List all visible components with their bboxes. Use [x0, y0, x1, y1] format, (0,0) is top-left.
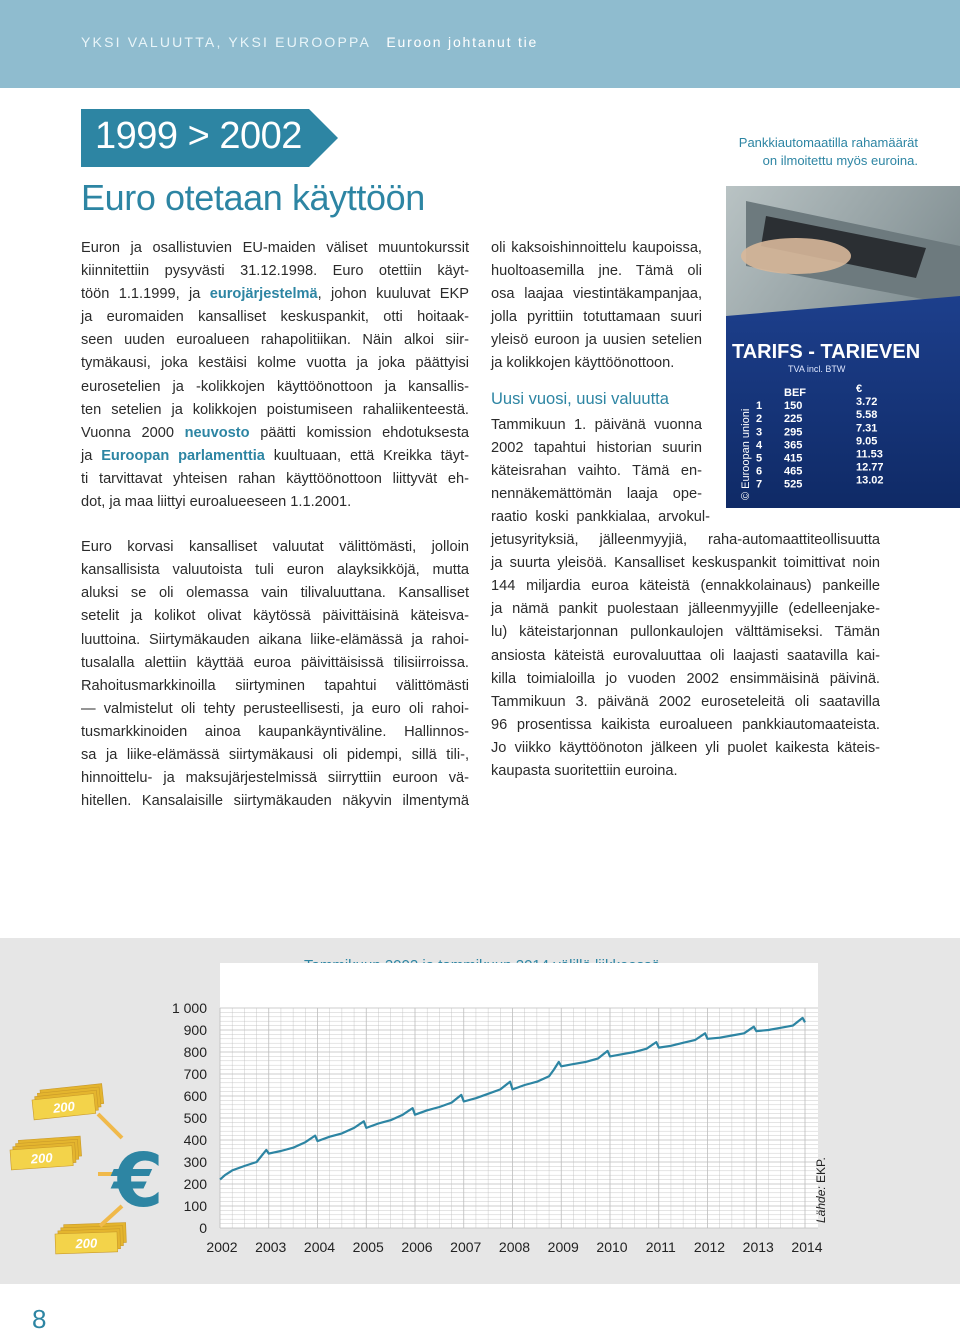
- header-band: [0, 0, 960, 88]
- banknote-illustration: [9, 1084, 163, 1254]
- text-run: , johon kuuluvat EKP: [317, 286, 469, 303]
- paragraph-1: [81, 237, 469, 514]
- text-line: huoltoasemilla jne. Tämä oli: [491, 263, 702, 280]
- screen-cell: 365: [784, 439, 803, 452]
- caption-line: Pankkiautomaatilla rahamäärät: [738, 135, 918, 150]
- y-tick-label: 100: [183, 1198, 207, 1214]
- text-line: sa ja liike-elämässä siirtymäkausi oli pidempi, sillä tili-,: [81, 746, 469, 763]
- screen-cell: 465: [784, 465, 803, 478]
- text-line: tusmarkkinoiden ainoa kaupankäyntiväline. Hallinnos-: [81, 723, 469, 740]
- text-line: jetusyrityksiä, jälleenmyyjiä, raha-automaattiteollisuutta: [491, 532, 880, 549]
- text-line: luuttoina. Siirtymäkauden aikana liike-elämässä ja rahoi-: [81, 631, 469, 648]
- text-line: 2002 tapahtui historian suurin: [491, 439, 702, 456]
- banknote-200: [9, 1136, 82, 1170]
- screen-cell: 6: [756, 465, 763, 478]
- text-line: osa laajaa viestintäkampanjaa,: [491, 286, 702, 303]
- screen-title: TARIFS - TARIEVEN: [732, 341, 921, 363]
- screen-cell: 12.77: [856, 461, 884, 474]
- text-line: raatio koski pankkialaa, arvokul-: [491, 508, 710, 525]
- screen-cell: BEF: [784, 387, 806, 399]
- text-run: ja: [81, 447, 102, 464]
- text-line: [81, 283, 469, 306]
- text-line: kaupasta suoritettiin euroina.: [491, 762, 678, 779]
- screen-cell: 11.53: [856, 448, 883, 461]
- text-line: dot, ja maa liittyi euroalueeseen 1.1.2001.: [81, 494, 352, 511]
- text-line: [81, 445, 469, 468]
- screen-cell: 5: [756, 452, 763, 465]
- section-label: YKSI VALUUTTA, YKSI EUROOPPA: [81, 34, 371, 50]
- atm-illustration: [726, 186, 960, 508]
- screen-cell: 5.58: [856, 409, 878, 422]
- page-title: Euro otetaan käyttöön: [81, 177, 425, 218]
- term-eurojarjestelma: eurojärjestelmä: [209, 286, 318, 303]
- screen-cell: €: [856, 383, 863, 395]
- screen-cell: 1: [756, 400, 763, 413]
- screen-cell: 7: [756, 478, 763, 491]
- banknote-200: [55, 1223, 127, 1254]
- subheading: Uusi vuosi, uusi valuutta: [491, 389, 669, 408]
- banknote-chart: [0, 938, 960, 1284]
- text-line: ja kolikkojen käyttöönottoon.: [491, 355, 675, 372]
- x-tick-label: 2008: [498, 1239, 531, 1255]
- x-axis-ticks: [206, 1239, 822, 1255]
- text-line: ja suurta yleisöä. Kansalliset keskuspankit toimittivat noin: [491, 555, 880, 572]
- x-tick-label: 2014: [791, 1239, 823, 1255]
- x-tick-label: 2004: [303, 1239, 336, 1255]
- y-tick-label: 0: [199, 1220, 207, 1236]
- note-label: 200: [52, 1098, 76, 1116]
- y-tick-label: 600: [183, 1088, 207, 1104]
- source-value: EKP.: [814, 1157, 828, 1183]
- text-line: ten setelien ja kolikkojen poistumiseen rahaliikenteestä.: [81, 401, 469, 418]
- text-line: käteisrahan vaihto. Tämä en-: [491, 462, 702, 479]
- text-line: killa toimialoilla jo vuoden 2002 ensimmäisinä päivinä.: [491, 670, 880, 687]
- text-run: töön 1.1.1999, ja: [81, 286, 210, 303]
- x-tick-label: 2003: [255, 1239, 287, 1255]
- photo-credit: © Euroopan unioni: [740, 408, 752, 500]
- text-line: ansiosta käteistä eurovaluuttaa oli laajasti saatavilla kai-: [491, 647, 880, 664]
- text-line: aluksi se oli olemassa vain tilivaluuttana. Kansalliset: [81, 585, 469, 602]
- y-tick-label: 700: [183, 1066, 207, 1082]
- breadcrumb: [81, 34, 538, 50]
- x-tick-label: 2006: [401, 1239, 433, 1255]
- euro-symbol-icon: €: [112, 1138, 164, 1224]
- text-line: hinnoittelu- ja maksujärjestelmissä siirryttiin euroon vä-: [81, 770, 469, 787]
- y-tick-label: 1 000: [171, 1000, 207, 1016]
- text-line: kansallisista valuutoista tuli euron alayksikköjä, mutta: [81, 562, 469, 579]
- screen-cell: 150: [784, 400, 803, 413]
- y-tick-label: 200: [183, 1176, 207, 1192]
- text-line: Euron ja osallistuvien EU-maiden väliset muuntokurssit: [81, 240, 469, 256]
- y-tick-label: 900: [183, 1022, 207, 1038]
- x-tick-label: 2007: [450, 1239, 482, 1255]
- paragraph-continued: [491, 237, 702, 376]
- subsection-label: Euroon johtanut tie: [386, 34, 539, 50]
- y-axis-ticks: [172, 1000, 207, 1236]
- x-tick-label: 2013: [742, 1239, 774, 1255]
- y-tick-label: 300: [183, 1154, 207, 1170]
- year-tab: [81, 109, 338, 167]
- text-line: eurosetelien ja -kolikkojen käyttöönottoon ja kansallis-: [81, 378, 469, 395]
- note-label: 200: [30, 1150, 54, 1167]
- year-range: 1999 > 2002: [95, 115, 302, 157]
- x-tick-label: 2010: [596, 1239, 628, 1255]
- y-tick-label: 400: [183, 1132, 207, 1148]
- x-tick-label: 2005: [352, 1239, 384, 1255]
- text-line: ja euromaiden kansalliset keskuspankit, otti hoitaak-: [81, 309, 469, 326]
- screen-cell: 2: [756, 413, 763, 426]
- x-tick-label: 2012: [693, 1239, 726, 1255]
- text-line: ja nämä pankit puolestaan jälleenmyyjille (edelleenjake-: [491, 601, 880, 618]
- text-line: — valmistelut oli tehty perusteellisesti, ja euro oli rahoi-: [81, 700, 469, 717]
- screen-cell: 225: [784, 413, 803, 426]
- arrow-icon: [98, 1114, 122, 1138]
- x-tick-label: 2002: [206, 1239, 238, 1255]
- text-line: lu) käteistarjonnan pullonkaulojen välttämiseksi. Tämän: [491, 624, 880, 641]
- term-euroopan-parlamentti: Euroopan parlamenttia: [101, 447, 265, 464]
- text-line: 144 miljardia euroa käteistä (ennakkolainaus) pankeille: [491, 578, 880, 595]
- text-line: tymäkausi, joka kestäisi kolme vuotta ja joka päättyisi: [81, 355, 469, 372]
- source-label: [814, 1157, 828, 1223]
- note-label: 200: [75, 1235, 98, 1252]
- text-line: tusalalla alettiin käyttää euroa päivittäisissä tilisiirroissa.: [81, 654, 469, 671]
- screen-cell: 4: [756, 439, 763, 452]
- page-number: 8: [32, 1304, 47, 1334]
- text-line: setelit ja kolikot olivat käytössä päivittäisinä käteisva-: [81, 608, 469, 625]
- y-tick-label: 500: [183, 1110, 207, 1126]
- text-line: ti tarvittavat yhteisen rahan käyttöönottoon liittyvät eh-: [81, 470, 469, 487]
- text-run: Vuonna 2000: [81, 424, 185, 441]
- screen-subtitle: TVA incl. BTW: [788, 364, 846, 374]
- text-line: hitellen. Kansalaisille siirtymäkauden näkyvin ilmentymä: [81, 793, 469, 810]
- y-tick-label: 800: [183, 1044, 207, 1060]
- screen-cell: 7.31: [856, 422, 878, 435]
- text-run: päätti komission ehdotuksesta: [249, 424, 469, 441]
- text-line: nennäkemättömän laaja ope-: [491, 485, 702, 502]
- column-left: [81, 237, 469, 813]
- text-line: kiinnitettiin pysyvästi 31.12.1998. Euro otettiin käyt-: [81, 263, 469, 280]
- banknote-200: [31, 1084, 105, 1120]
- screen-cell: 525: [784, 478, 803, 491]
- x-tick-label: 2009: [547, 1239, 579, 1255]
- text-line: Jo viikko käyttöönoton jälkeen yli puolet kaikesta käteis-: [491, 739, 880, 756]
- source-prefix: Lähde:: [814, 1182, 828, 1223]
- text-run: kuultuaan, että Kreikka täyt-: [264, 447, 469, 464]
- text-line: oli kaksoishinnoittelu kaupoissa,: [491, 240, 702, 256]
- source-note: [814, 1157, 828, 1223]
- text-line: jolla pyrittiin totuttamaan suuri: [491, 309, 702, 326]
- photo-caption: [739, 134, 918, 170]
- screen-cell: 9.05: [856, 435, 878, 448]
- screen-cell: 13.02: [856, 474, 884, 487]
- screen-cell: 3.72: [856, 396, 878, 409]
- screen-cell: 3: [756, 426, 763, 439]
- text-line: [81, 422, 469, 445]
- atm-photo: [726, 186, 960, 508]
- caption-line: on ilmoitettu myös euroina.: [762, 153, 918, 168]
- text-line: Euro korvasi kansalliset valuutat välittömästi, jolloin: [81, 539, 469, 556]
- text-line: 96 prosentissa kaikista euroalueen pankkiautomaateista.: [491, 716, 880, 733]
- text-line: Tammikuun 3. päivänä 2002 euroseteleitä oli saatavilla: [491, 693, 880, 710]
- x-tick-label: 2011: [645, 1239, 676, 1255]
- text-line: Rahoitusmarkkinoilla siirtyminen tapahtui välittömästi: [81, 677, 469, 694]
- term-neuvosto: neuvosto: [184, 424, 250, 441]
- paragraph-2: [81, 536, 469, 813]
- text-line: Tammikuun 1. päivänä vuonna: [491, 416, 702, 433]
- screen-cell: 415: [784, 452, 803, 465]
- screen-cell: 295: [784, 426, 803, 439]
- text-line: yleisö euroon ja uusien setelien: [491, 332, 702, 349]
- text-line: seen uuden euroalueen rahapolitiikan. Näin alkoi siir-: [81, 332, 469, 349]
